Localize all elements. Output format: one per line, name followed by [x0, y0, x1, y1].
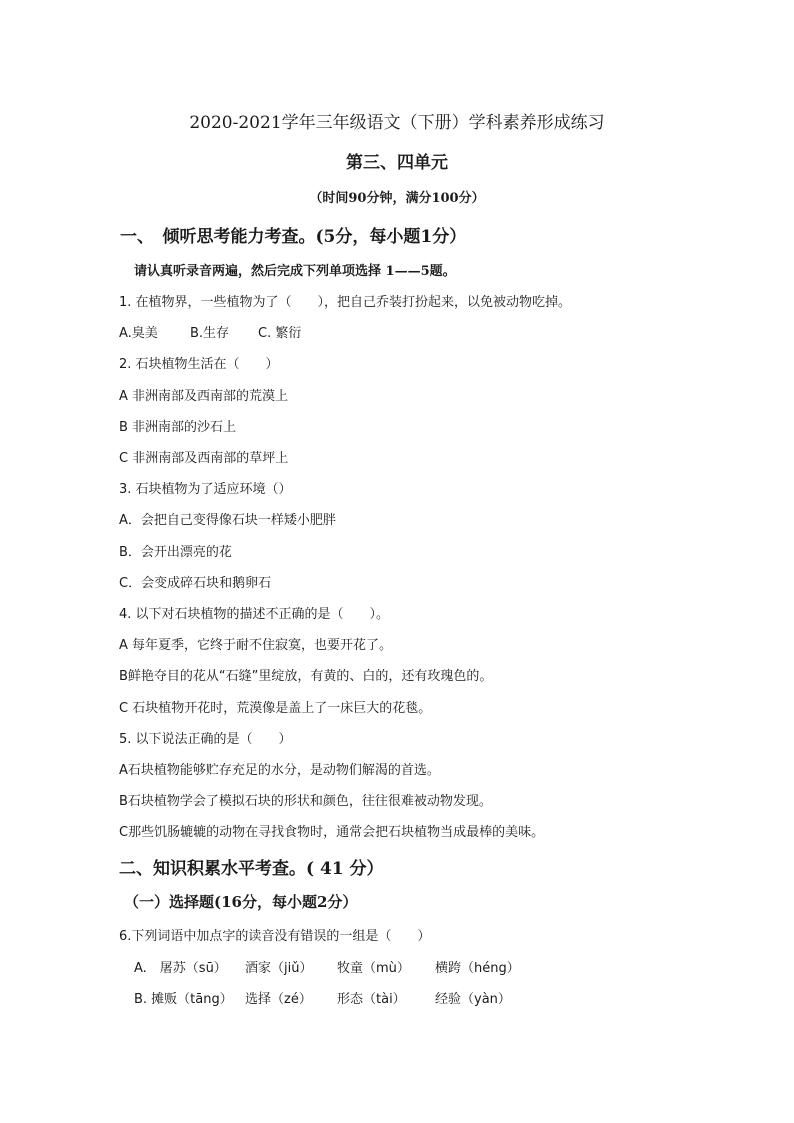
question-6-row-b-item-2: 选择（zé） [245, 992, 312, 1007]
question-5-option-b: B石块植物学会了模拟石块的形状和颜色，往往很难被动物发现。 [119, 794, 492, 809]
question-6-row-b-item-4: 经验（yàn） [435, 992, 511, 1007]
question-1-option-c: C. 繁衍 [258, 326, 302, 341]
question-1-option-b: B.生存 [190, 326, 230, 341]
question-5-option-a: A石块植物能够贮存充足的水分，是动物们解渴的首选。 [119, 763, 440, 778]
question-3-option-b: B．会开出漂亮的花 [119, 545, 232, 560]
question-6-row-a-item-1: A. 屠苏（sū） [134, 961, 227, 976]
section2-heading: 二、知识积累水平考查。( 41 分） [119, 859, 384, 879]
question-3-option-a: A．会把自己变得像石块一样矮小肥胖 [119, 513, 336, 528]
question-6-row-a-item-3: 牧童（mù） [337, 961, 410, 976]
section1-heading: 一、 倾听思考能力考查。(5分，每小题1分） [120, 227, 467, 247]
question-4-option-c: C 石块植物开花时，荒漠像是盖上了一床巨大的花毯。 [119, 701, 432, 716]
section1-instruction: 请认真听录音两遍，然后完成下列单项选择 1——5题。 [134, 264, 456, 279]
question-2-option-a: A 非洲南部及西南部的荒漠上 [119, 389, 289, 404]
question-6-row-b-item-1: B. 摊贩（tāng） [134, 992, 233, 1007]
question-5-option-c: C那些饥肠辘辘的动物在寻找食物时，通常会把石块植物当成最棒的美味。 [119, 825, 545, 840]
question-6-row-a-item-4: 横跨（héng） [435, 961, 520, 976]
question-6-row-b-item-3: 形态（tài） [337, 992, 406, 1007]
question-2-option-b: B 非洲南部的沙石上 [119, 420, 237, 435]
time-note: （时间90分钟，满分100分） [309, 191, 485, 206]
question-2-stem: 2. 石块植物生活在（ ） [119, 357, 279, 372]
question-6-stem: 6.下列词语中加点字的读音没有错误的一组是（ ） [119, 929, 431, 944]
question-4-option-a: A 每年夏季，它终于耐不住寂寞，也要开花了。 [119, 638, 393, 653]
section2-sub-heading: （一）选择题(16分，每小题2分） [124, 893, 358, 911]
question-5-stem: 5. 以下说法正确的是（ ） [119, 732, 292, 747]
question-6-row-a-item-2: 酒家（jiǔ） [245, 961, 313, 976]
question-3-option-c: C．会变成碎石块和鹅卵石 [119, 576, 272, 591]
question-3-stem: 3. 石块植物为了适应环境（） [119, 482, 292, 497]
unit-subtitle: 第三、四单元 [346, 153, 448, 173]
page-title: 2020-2021学年三年级语文（下册）学科素养形成练习 [189, 113, 605, 133]
question-1-stem: 1. 在植物界，一些植物为了（ ），把自己乔装打扮起来，以免被动物吃掉。 [119, 295, 572, 310]
question-1-option-a: A.臭美 [119, 326, 158, 341]
question-2-option-c: C 非洲南部及西南部的草坪上 [119, 451, 289, 466]
question-4-option-b: B鲜艳夺目的花从“石缝”里绽放，有黄的、白的，还有玫瑰色的。 [119, 669, 493, 684]
question-4-stem: 4. 以下对石块植物的描述不正确的是（ ）。 [119, 607, 390, 622]
